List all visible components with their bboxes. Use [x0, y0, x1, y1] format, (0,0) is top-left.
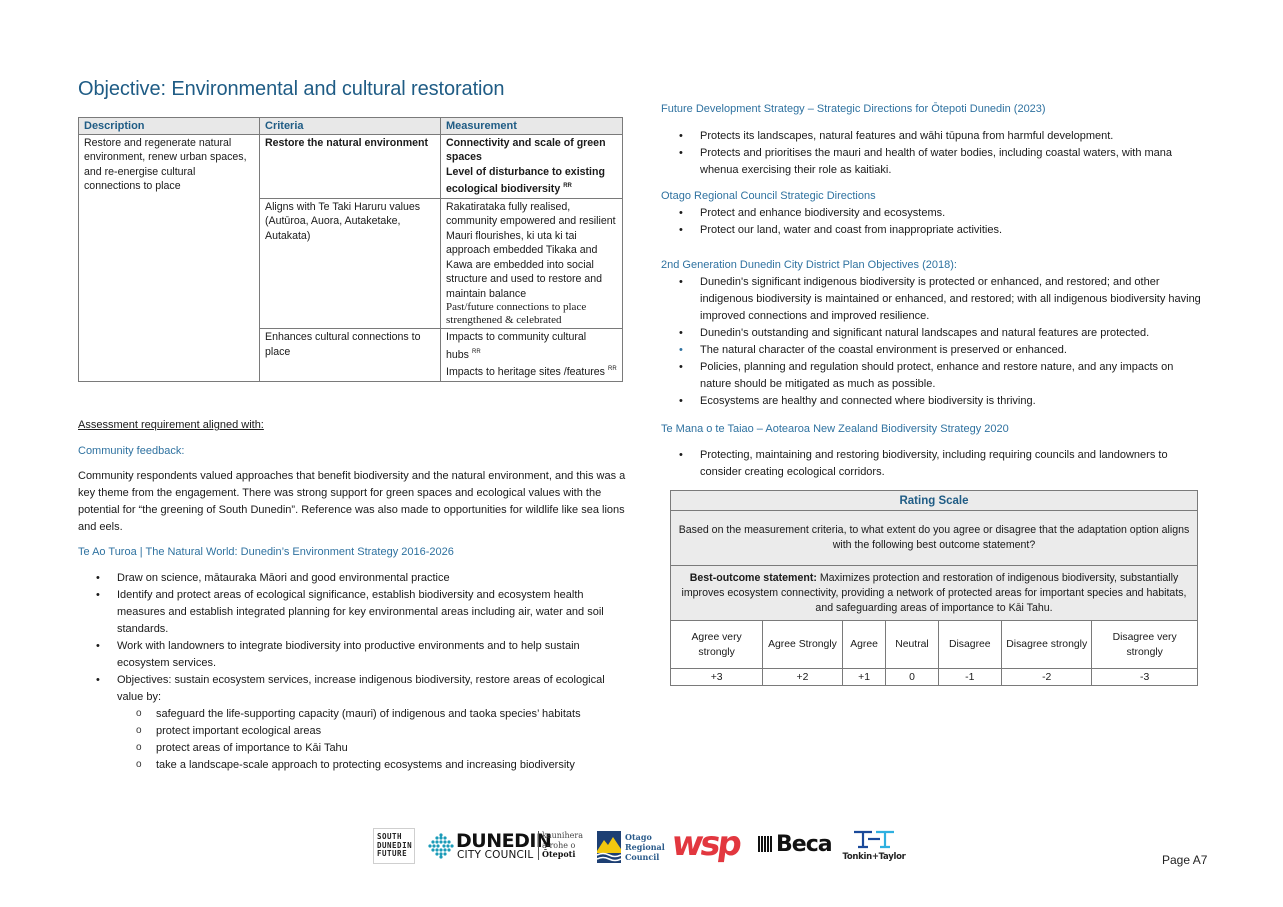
sub-list-item: o safeguard the life-supporting capacity (mauri) of indigenous and taoka species’ habitats	[78, 706, 626, 723]
te-mana-list	[661, 447, 1206, 481]
rating-label: Agree very strongly	[671, 621, 763, 669]
orc-directions-list	[661, 205, 1206, 239]
header-criteria: Criteria	[260, 118, 441, 135]
fds-list	[661, 128, 1206, 179]
measurement-item: Mauri flourishes, ki uta ki tai approach embedded Tikaka and Kawa are embedded into social structure and used to restore and maintain balance	[446, 229, 603, 300]
rating-label: Agree Strongly	[763, 621, 842, 669]
rating-value: +1	[842, 669, 886, 686]
district-plan-list	[661, 274, 1206, 410]
beca-mark-icon	[758, 836, 773, 852]
sub-list-item: o protect important ecological areas	[78, 723, 626, 740]
rating-value: 0	[886, 669, 938, 686]
list-item: • Identify and protect areas of ecological significance, establish biodiversity and ecosystem health measures and establish integrated planning for key environmental areas including air, water and soil standards.	[78, 587, 626, 638]
list-item: • Policies, planning and regulation should protect, enhance and restore nature, and any impacts on nature should be mitigated as much as possible.	[661, 359, 1206, 393]
list-item: • Protects its landscapes, natural features and wāhi tūpuna from harmful development.	[661, 128, 1206, 145]
sub-list-item: o protect areas of importance to Kāi Tahu	[78, 740, 626, 757]
rr-marker: RR	[471, 348, 481, 355]
criteria-cell: Enhances cultural connections to place	[260, 329, 441, 382]
orc-directions-heading: Otago Regional Council Strategic Directions	[661, 190, 876, 202]
measurement-item: Level of disturbance to existing ecological biodiversity $^{RR}$	[446, 165, 605, 195]
orc-mountain-icon	[597, 831, 621, 863]
table-row	[79, 134, 623, 198]
header-measurement: Measurement	[441, 118, 623, 135]
rr-marker: RR	[563, 183, 572, 189]
measurement-item: Impacts to community cultural hubs $^{RR}$	[446, 331, 587, 361]
community-feedback-body: Community respondents valued approaches that benefit biodiversity and the natural environment, and this was a key theme from the engagement. There was strong support for green spaces and ecological values with the potential for “the greening of South Dunedin”. Reference was also made to opportunities for wildlife like sea lions and eels.	[78, 470, 626, 533]
list-item: • Dunedin's outstanding and significant natural landscapes and natural features are protected.	[661, 325, 1206, 342]
list-item: • The natural character of the coastal environment is preserved or enhanced.	[661, 342, 1206, 359]
page-title: Objective: Environmental and cultural restoration	[78, 78, 505, 100]
measurement-item: Past/future connections to place strengthened & celebrated	[446, 301, 587, 326]
rr-marker: RR	[607, 366, 617, 372]
beca-logo: Beca	[758, 833, 832, 857]
description-cell: Restore and regenerate natural environment, renew urban spaces, and re-energise cultural connections to place	[79, 134, 260, 382]
rating-values-row	[671, 669, 1198, 686]
measurement-cell	[441, 198, 623, 329]
measurement-cell	[441, 134, 623, 198]
page-number: Page A7	[1162, 853, 1208, 867]
tonkin-taylor-logo: Tonkin+Taylor	[840, 829, 908, 862]
te-ao-turoa-heading: Te Ao Turoa | The Natural World: Dunedin’s Environment Strategy 2016-2026	[78, 546, 454, 558]
tonkin-taylor-mark-icon	[852, 829, 896, 849]
list-item: • Work with landowners to integrate biodiversity into productive environments and to help sustain ecosystem services.	[78, 638, 626, 672]
assessment-heading: Assessment requirement aligned with:	[78, 419, 264, 431]
rating-label: Disagree strongly	[1002, 621, 1092, 669]
list-item: • Protects and prioritises the mauri and health of water bodies, including coastal waters, with mana whenua exercising their role as kaitiaki.	[661, 145, 1206, 179]
measurement-item: Impacts to heritage sites /features $^{RR}$	[446, 366, 617, 378]
objective-table	[78, 117, 623, 382]
rating-label: Disagree	[938, 621, 1002, 669]
rating-value: -3	[1092, 669, 1198, 686]
list-item: • Ecosystems are healthy and connected where biodiversity is thriving.	[661, 393, 1206, 410]
list-item: • Draw on science, mātauraka Māori and good environmental practice	[78, 570, 626, 587]
community-feedback-heading: Community feedback:	[78, 445, 185, 457]
list-item: • Objectives: sustain ecosystem services, increase indigenous biodiversity, restore areas of ecological value by:	[78, 672, 626, 706]
best-outcome-statement	[671, 566, 1198, 621]
rating-value: -2	[1002, 669, 1092, 686]
list-item: • Protect our land, water and coast from inappropriate activities.	[661, 222, 1206, 239]
measurement-item: Rakatirataka fully realised, community empowered and resilient	[446, 200, 616, 227]
best-outcome-row	[671, 566, 1198, 621]
fds-heading: Future Development Strategy – Strategic Directions for Ōtepoti Dunedin (2023)	[661, 103, 1046, 115]
rating-label: Neutral	[886, 621, 938, 669]
rating-label: Disagree very strongly	[1092, 621, 1198, 669]
rating-scale-title: Rating Scale	[671, 491, 1198, 511]
te-ao-turoa-list	[78, 570, 626, 774]
rating-scale-table	[670, 490, 1198, 686]
te-mana-heading: Te Mana o te Taiao – Aotearoa New Zealand Biodiversity Strategy 2020	[661, 423, 1009, 435]
best-outcome-label: Best-outcome statement:	[689, 571, 817, 584]
wsp-logo: wsp	[669, 824, 742, 864]
rating-label: Agree	[842, 621, 886, 669]
criteria-cell: Aligns with Te Taki Haruru values (Autūroa, Auora, Autaketake, Autakata)	[260, 198, 441, 329]
rating-value: -1	[938, 669, 1002, 686]
rating-title-row	[671, 491, 1198, 511]
table-header-row	[79, 118, 623, 135]
criteria-cell: Restore the natural environment	[260, 134, 441, 198]
rating-value: +3	[671, 669, 763, 686]
list-item: • Dunedin's significant indigenous biodiversity is protected or enhanced, and restored; and other indigenous biodiversity is maintained or enhanced, and restored; with all indigenous biodiversity having improved connections and improved resilience.	[661, 274, 1206, 325]
district-plan-heading: 2nd Generation Dunedin City District Plan Objectives (2018):	[661, 259, 957, 271]
dcc-emblem-icon	[428, 832, 454, 860]
rating-question-row	[671, 511, 1198, 566]
measurement-cell	[441, 329, 623, 382]
sub-list-item: o take a landscape-scale approach to protecting ecosystems and increasing biodiversity	[78, 757, 626, 774]
measurement-item: Connectivity and scale of green spaces	[446, 136, 606, 163]
south-dunedin-future-logo: SOUTH DUNEDIN FUTURE	[373, 828, 415, 864]
rating-value: +2	[763, 669, 842, 686]
header-description: Description	[79, 118, 260, 135]
rating-labels-row	[671, 621, 1198, 669]
list-item: • Protecting, maintaining and restoring biodiversity, including requiring councils and landowners to consider creating ecological corridors.	[661, 447, 1206, 481]
rating-question: Based on the measurement criteria, to what extent do you agree or disagree that the adaptation option aligns with the following best outcome statement?	[671, 511, 1198, 566]
list-item: • Protect and enhance biodiversity and ecosystems.	[661, 205, 1206, 222]
best-outcome-text: Maximizes protection and restoration of indigenous biodiversity, substantially improves ecosystem connectivity, providing a network of protected areas for important species and habitats, and safeguarding areas of importance to Kāi Tahu.	[681, 571, 1187, 614]
